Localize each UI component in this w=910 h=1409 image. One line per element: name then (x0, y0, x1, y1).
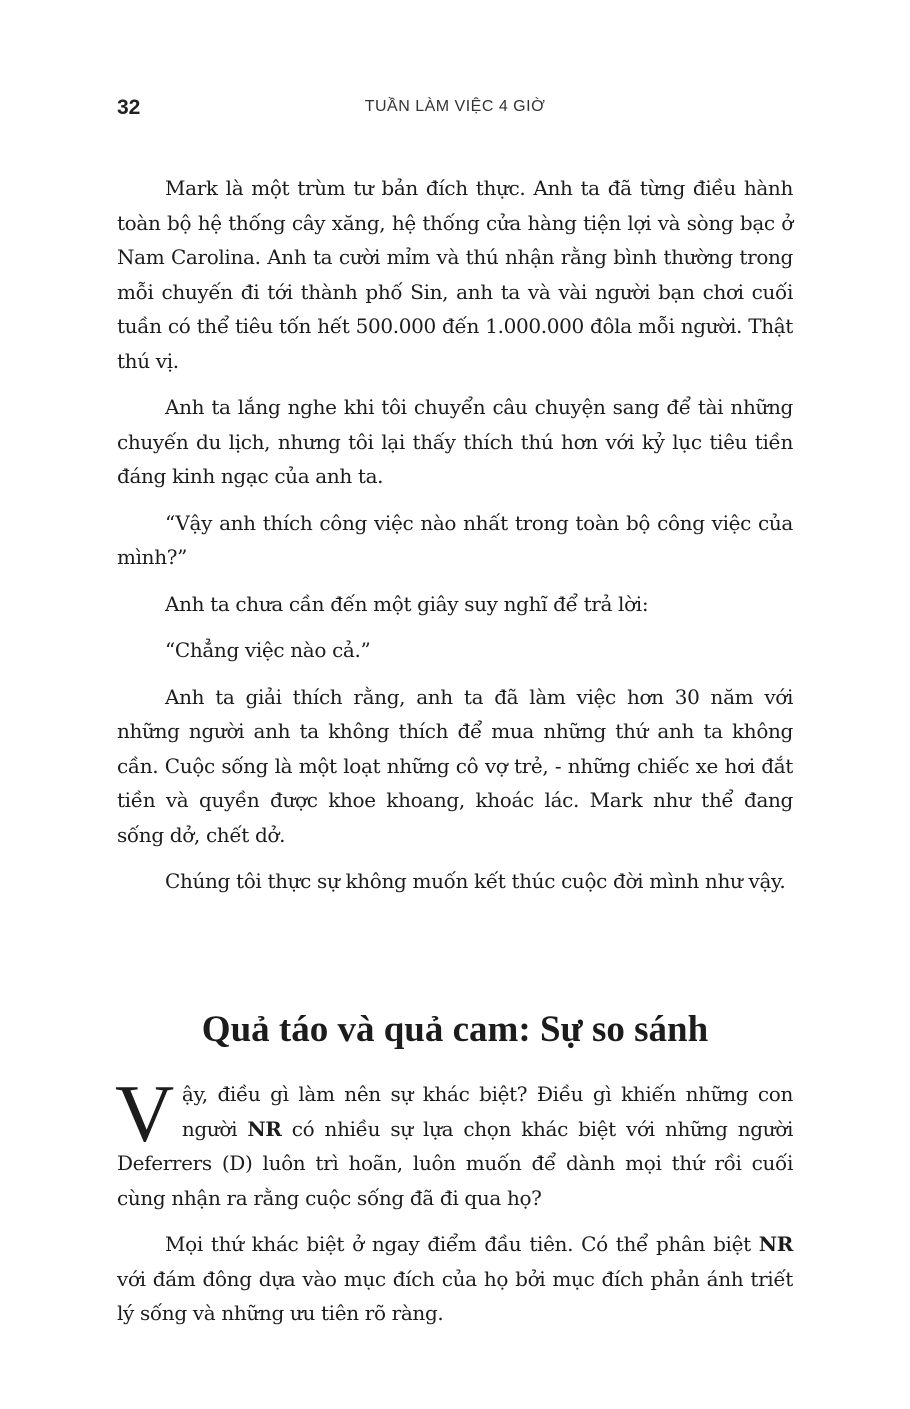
page-number: 32 (117, 96, 141, 119)
paragraph: Anh ta lắng nghe khi tôi chuyển câu chuyện sang để tài những chuyến du lịch, nhưng tôi lại thấy thích thú hơn với kỷ lục tiêu tiền đáng kinh ngạc của anh ta. (117, 395, 793, 488)
paragraph: Anh ta giải thích rằng, anh ta đã làm việc hơn 30 năm với những người anh ta không thích để mua những thứ anh ta không cần. Cuộc sống là một loạt những cô vợ trẻ, - những chiếc xe hơi đắt tiền và quyền được khoe khoang, khoác lác. Mark như thể đang sống dở, chết dở. (117, 684, 793, 847)
paragraph-text: Mọi thứ khác biệt ở ngay điểm đầu tiên. Có thể phân biệt (165, 1232, 759, 1256)
bold-term-nr: NR (247, 1116, 282, 1141)
bold-term-nr: NR (758, 1232, 793, 1256)
section-first-paragraph (115, 1068, 794, 1215)
paragraph-quote: “Chẳng việc nào cả.” (165, 638, 371, 662)
paragraph-text: với đám đông dựa vào mục đích của họ bởi mục đích phản ánh triết lý sống và những ưu tiên rõ ràng. (117, 1266, 793, 1325)
section-body (115, 1068, 794, 1331)
paragraph: Mark là một trùm tư bản đích thực. Anh ta đã từng điều hành toàn bộ hệ thống cây xăng, hệ thống cửa hàng tiện lợi và sòng bạc ở Nam Carolina. Anh ta cười mỉm và thú nhận rằng bình thường trong mỗi chuyến đi tới thành phố Sin, anh ta và vài người bạn chơi cuối tuần có thể tiêu tốn hết 500.000 đến 1.000.000 đôla mỗi người. Thật thú vị. (117, 176, 793, 373)
body-text (117, 171, 793, 899)
paragraph-text: có nhiều sự lựa chọn khác biệt với những người Deferrers (D) luôn trì hoãn, luôn muốn để dành mọi thứ rồi cuối cùng nhận ra rằng cuộc sống đã đi qua họ? (117, 1116, 794, 1210)
section-title: Quả táo và quả cam: Sự so sánh (201, 1008, 709, 1050)
paragraph: Anh ta chưa cần đến một giây suy nghĩ để trả lời: (165, 591, 649, 616)
drop-cap: V (115, 1068, 174, 1159)
paragraph: Chúng tôi thực sự không muốn kết thúc cuộc đời mình như vậy. (165, 869, 786, 893)
section-second-paragraph (117, 1227, 793, 1331)
running-header-title: TUẦN LÀM VIỆC 4 GIỜ (364, 98, 546, 115)
paragraph-text: ậy, điều gì làm nên sự khác biệt? Điều gì khiến những con người (181, 1082, 793, 1141)
paragraph-quote: “Vậy anh thích công việc nào nhất trong toàn bộ công việc của mình?” (117, 510, 793, 569)
